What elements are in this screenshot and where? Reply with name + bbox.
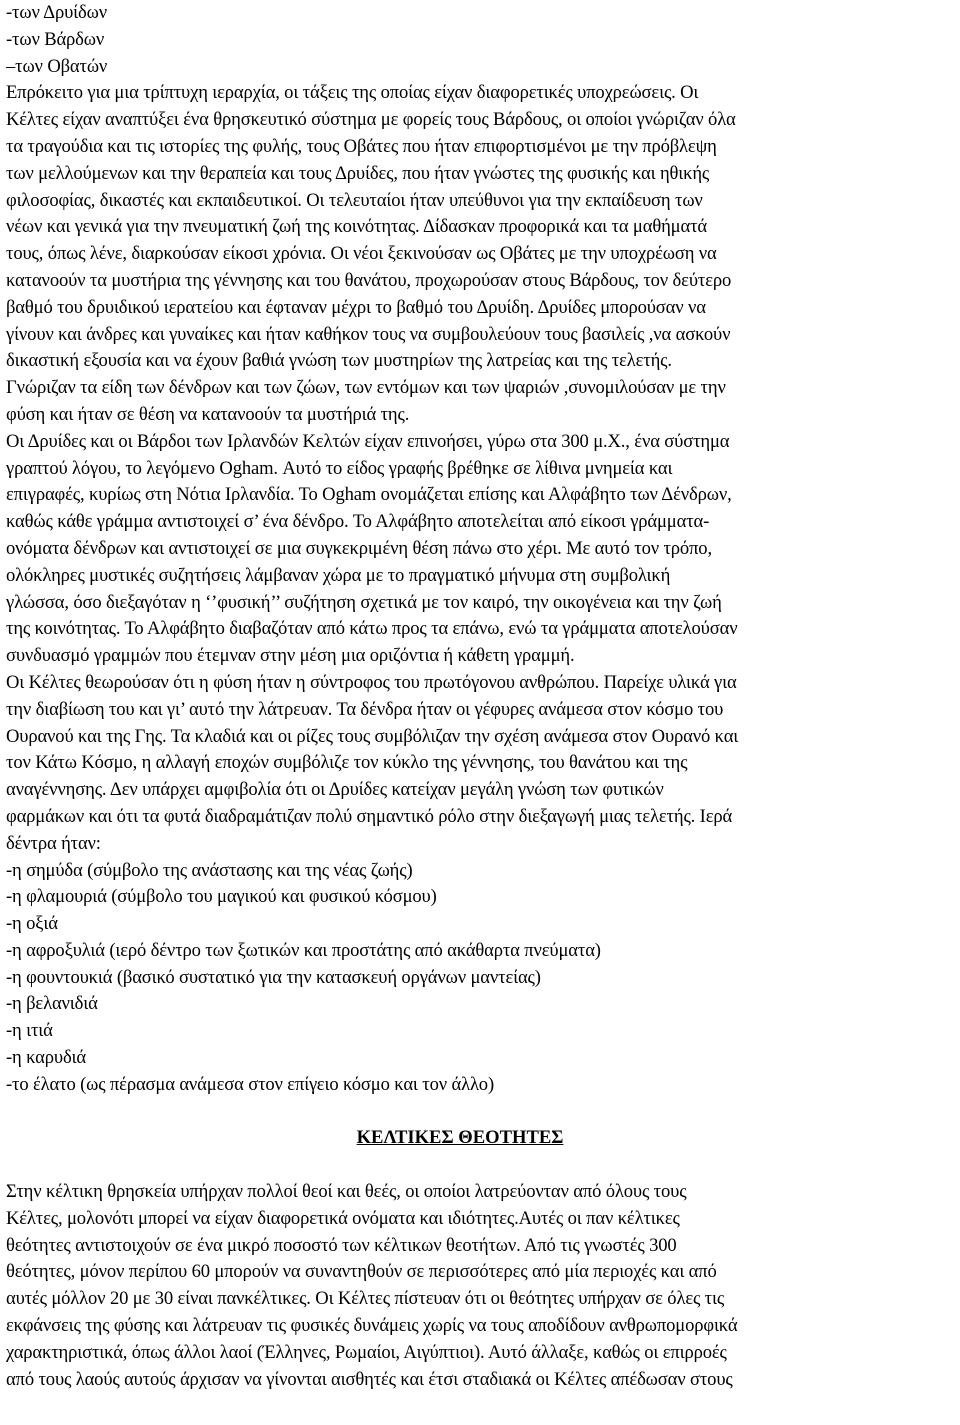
- text-line: -η φλαμουριά (σύμβολο του μαγικού και φυσικού κόσμου): [6, 886, 437, 908]
- text-line: Ουρανού και της Γης. Τα κλαδιά και οι ρίζες τους συμβόλιζαν την σχέση ανάμεσα στον Ουρανό και: [6, 725, 739, 747]
- text-line: τους, όπως λένε, διαρκούσαν είκοσι χρόνια. Οι νέοι ξεκινούσαν ως Οβάτες με την υποχρέωση να: [6, 243, 717, 265]
- text-line: -η καρυδιά: [6, 1047, 87, 1069]
- text-line: γλώσσα, όσο διεξαγόταν η ‘’φυσική’’ συζήτηση σχετικά με τον καιρό, την οικογένεια και την ζωή: [6, 591, 722, 613]
- text-line: Επρόκειτο για μια τρίπτυχη ιεραρχία, οι τάξεις της οποίας είχαν διαφορετικές υποχρεώσεις. Οι: [6, 82, 699, 104]
- text-line: -η βελανιδιά: [6, 993, 98, 1015]
- text-line: την διαβίωση του και γι’ αυτό την λάτρευαν. Τα δένδρα ήταν οι γέφυρες ανάμεσα στον κόσμο του: [6, 698, 724, 720]
- text-line: φύση και ήταν σε θέση να κατανοούν τα μυστήριά της.: [6, 403, 410, 425]
- text-line: εκφάνσεις της φύσης και λάτρευαν τις φυσικές δυνάμεις χωρίς να τους αποδίδουν ανθρωπομορφικά: [6, 1315, 738, 1337]
- text-line: θεότητες αντιστοιχούν σε ένα μικρό ποσοστό των κέλτικων θεοτήτων. Από τις γνωστές 300: [6, 1234, 677, 1256]
- text-line: -η φουντουκιά (βασικό συστατικό για την κατασκευή οργάνων μαντείας): [6, 966, 541, 988]
- text-line: των μελλούμενων και την θεραπεία και τους Δρυίδες, που ήταν γνώστες της φυσικής και ηθικής: [6, 162, 710, 184]
- text-line: Οι Κέλτες θεωρούσαν ότι η φύση ήταν η σύντροφος του πρωτόγονου ανθρώπου. Παρείχε υλικά για: [6, 671, 737, 693]
- spacer: [6, 1099, 954, 1126]
- text-line: ονόματα δένδρων και αντιστοιχεί σε μια συγκεκριμένη θέση πάνω στο χέρι. Με αυτό τον τρόπο,: [6, 537, 712, 559]
- text-line: αυτές μόλλον 20 με 30 είναι πανκέλτικες. Οι Κέλτες πίστευαν ότι οι θεότητες υπήρχαν σε όλες τις: [6, 1288, 725, 1310]
- text-line: Κέλτες είχαν αναπτύξει ένα θρησκευτικό σύστημα με φορείς τους Βάρδους, οι οποίοι γνώριζαν όλα: [6, 109, 736, 131]
- text-line: αναγέννησης. Δεν υπάρχει αμφιβολία ότι οι Δρυίδες κατείχαν μεγάλη γνώση των φυτικών: [6, 779, 664, 801]
- text-line: δέντρα ήταν:: [6, 832, 101, 854]
- text-line: –των Οβατών: [6, 55, 108, 77]
- text-line: βαθμό του δρυιδικού ιερατείου και έφταναν μέχρι το βαθμό του Δρυίδη. Δρυίδες μπορούσαν να: [6, 296, 706, 318]
- text-line: γίνουν και άνδρες και γυναίκες και ήταν καθήκον τους να συμβουλεύουν τους βασιλείς ,να ασκούν: [6, 323, 731, 345]
- text-line: τα τραγούδια και τις ιστορίες της φυλής, τους Οβάτες που ήταν επιφορτισμένοι με την πρόβλεψη: [6, 135, 717, 157]
- text-line: -η αφροξυλιά (ιερό δέντρο των ξωτικών και προστάτης από ακάθαρτα πνεύματα): [6, 939, 601, 961]
- text-line: νέων και γενικά για την πνευματική ζωή της κοινότητας. Δίδασκαν προφορικά και τα μαθήματά: [6, 216, 708, 238]
- text-line: φιλοσοφίας, δικαστές και εκπαιδευτικοί. Οι τελευταίοι ήταν υπεύθυνοι για την εκπαίδευση των: [6, 189, 703, 211]
- text-line: -η ιτιά: [6, 1020, 53, 1042]
- text-line: Γνώριζαν τα είδη των δένδρων και των ζώων, των εντόμων και των ψαριών ,συνομιλούσαν με την: [6, 377, 726, 399]
- document-page: [6, 0, 954, 1393]
- spacer: [6, 1152, 954, 1179]
- text-line: ολόκληρες μυστικές συζητήσεις λάμβαναν χώρα με το πραγματικό μήνυμα στη συμβολική: [6, 564, 671, 586]
- text-line: Οι Δρυίδες και οι Βάρδοι των Ιρλανδών Κελτών είχαν επινοήσει, γύρω στα 300 μ.Χ., ένα σύστημα: [6, 430, 730, 452]
- text-line: τον Κάτω Κόσμο, η αλλαγή εποχών συμβόλιζε τον κύκλο της γέννησης, του θανάτου και της: [6, 752, 688, 774]
- text-line: φαρμάκων και ότι τα φυτά διαδραμάτιζαν πολύ σημαντικό ρόλο στην διεξαγωγή μιας τελετής. Ιερά: [6, 805, 733, 827]
- intro-text-block: [6, 0, 954, 1099]
- text-line: Κέλτες, μολονότι μπορεί να είχαν διαφορετικά ονόματα και ιδιότητες.Αυτές οι παν κέλτικες: [6, 1207, 680, 1229]
- text-line: -η οξιά: [6, 913, 58, 935]
- text-line: συνδυασμό γραμμών που έτεμναν στην μέση μια οριζόντια ή κάθετη γραμμή.: [6, 645, 575, 667]
- text-line: -το έλατο (ως πέρασμα ανάμεσα στον επίγειο κόσμο και τον άλλο): [6, 1073, 494, 1095]
- section-heading: ΚΕΛΤΙΚΕΣ ΘΕΟΤΗΤΕΣ: [356, 1127, 564, 1149]
- text-line: Στην κέλτικη θρησκεία υπήρχαν πολλοί θεοί και θεές, οι οποίοι λατρεύονταν από όλους τους: [6, 1181, 687, 1203]
- text-line: θεότητες, μόνον περίπου 60 μπορούν να συναντηθούν σε περισσότερες από μία περιοχές και από: [6, 1261, 717, 1283]
- section-text-block: [6, 1179, 954, 1393]
- text-line: από τους λαούς αυτούς άρχισαν να γίνονται αισθητές και έτσι σταδιακά οι Κέλτες απέδωσαν στους: [6, 1368, 733, 1390]
- text-line: επιγραφές, κυρίως στη Νότια Ιρλανδία. Το Ogham ονομάζεται επίσης και Αλφάβητο των Δένδρων,: [6, 484, 732, 506]
- text-line: -των Βάρδων: [6, 28, 105, 50]
- text-line: καθώς κάθε γράμμα αντιστοιχεί σ’ ένα δένδρο. Το Αλφάβητο αποτελείται από είκοσι γράμματα-: [6, 511, 710, 533]
- text-line: της κοινότητας. Το Αλφάβητο διαβαζόταν από κάτω προς τα επάνω, ενώ τα γράμματα αποτελούσαν: [6, 618, 738, 640]
- text-line: χαρακτηριστικά, όπως άλλοι λαοί (Έλληνες, Ρωμαίοι, Αιγύπτιοι). Αυτό άλλαξε, καθώς οι επιρροές: [6, 1341, 727, 1363]
- text-line: γραπτού λόγου, το λεγόμενο Ogham. Αυτό το είδος γραφής βρέθηκε σε λίθινα μνημεία και: [6, 457, 673, 479]
- text-line: -των Δρυίδων: [6, 2, 107, 23]
- text-line: -η σημύδα (σύμβολο της ανάστασης και της νέας ζωής): [6, 859, 413, 881]
- text-line: κατανοούν τα μυστήρια της γέννησης και του θανάτου, προχωρούσαν στους Βάρδους, τον δεύτερο: [6, 269, 732, 291]
- text-line: δικαστική εξουσία και να έχουν βαθιά γνώση των μυστηρίων της λατρείας και της τελετής.: [6, 350, 672, 372]
